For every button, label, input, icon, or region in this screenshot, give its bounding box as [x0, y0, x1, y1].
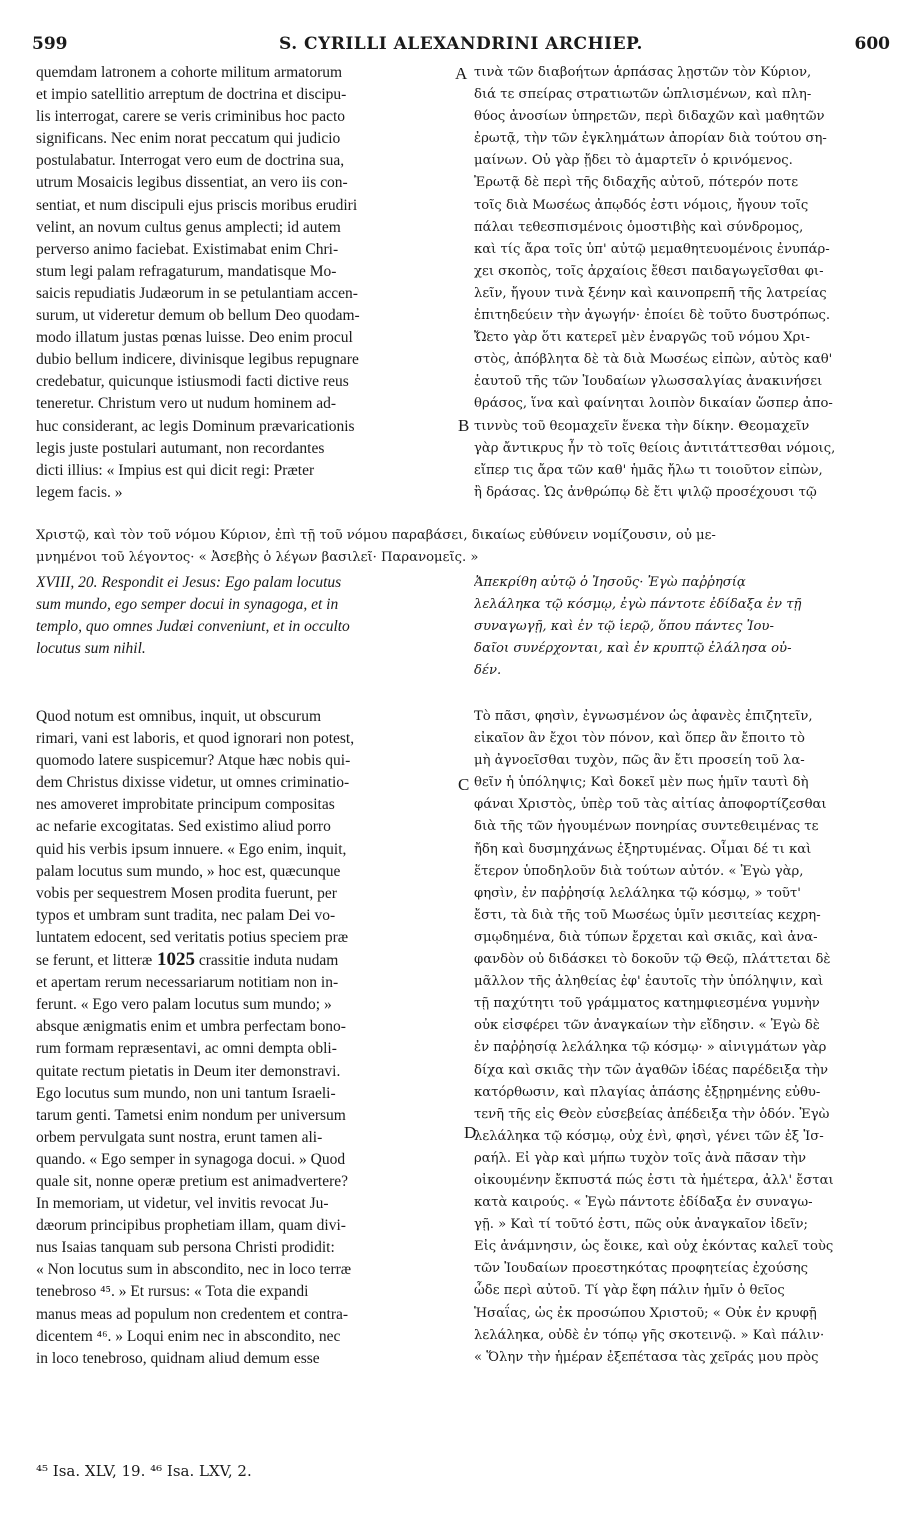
latin-line: significans. Nec enim norat peccatum qui judicio	[36, 130, 341, 148]
latin-line: Quod notum est omnibus, inquit, ut obscurum	[36, 708, 322, 725]
greek-line: φάναι Χριστὸς, ὑπὲρ τοῦ τὰς αἰτίας ἀποφορτίζεσθαι	[474, 797, 827, 813]
margin-marker-b: B	[458, 416, 470, 435]
latin-line: quemdam latronem a cohorte militum armatorum	[36, 64, 343, 81]
latin-line: credebatur, quicunque istiusmodi facti dictive reus	[36, 373, 349, 391]
greek-line: θράσος, ἵνα καὶ φαίνηται λοιπὸν δικαίαν ὥσπερ ἀπο-	[474, 396, 833, 412]
greek-line: διά τε σπείρας στρατιωτῶν ὡπλισμένων, καὶ πλη-	[474, 87, 812, 103]
latin-line: ac nefarie excogitatas. Sed existimo aliud porro	[36, 818, 331, 836]
greek-line: σμῳδημένα, διὰ τύπων ἔρχεται καὶ σκιᾶς, καὶ ἀνα-	[474, 929, 818, 945]
latin-line: stum legi palam refragaturum, mandatisque Mo-	[36, 262, 337, 280]
latin-line: quomodo latere suspicemur? Atque hæc nobis qui-	[36, 752, 351, 770]
latin-line: quitate rectum pietatis in Deum iter demonstravi.	[36, 1062, 341, 1080]
latin-column-main	[36, 706, 452, 1370]
latin-line: in loco tenebroso, quidnam aliud demum esse	[36, 1349, 320, 1367]
greek-column-main	[474, 706, 890, 1369]
greek-line: Ἐρωτᾷ δὲ περὶ τῆς διδαχῆς αὐτοῦ, πότερόν ποτε	[474, 175, 799, 191]
greek-line: ραήλ. Εἰ γὰρ καὶ μήπω τυχὸν τοῖς ἀνὰ πᾶσαν τὴν	[474, 1150, 806, 1166]
latin-column-top	[36, 62, 452, 504]
greek-line: διὰ τῆς τῶν ἡγουμένων πονηρίας συντεθειμένας τε	[474, 819, 819, 835]
latin-line: et impio satellitio arreptum de doctrina et discipu-	[36, 86, 347, 104]
latin-lemma	[36, 572, 452, 660]
page-header	[32, 34, 890, 60]
latin-line: velint, an novum cultus genus amplecti; id autem	[36, 218, 341, 236]
footnotes: ⁴⁵ Isa. XLV, 19. ⁴⁶ Isa. LXV, 2.	[36, 1462, 252, 1480]
greek-line: μνημένοι τοῦ λέγοντος· « Ἀσεβὴς ὁ λέγων βασιλεῖ· Παρανομεῖς. »	[36, 550, 479, 566]
greek-line: μὴ ἀγνοεῖσθαι τυχὸν, πῶς ἂν ἔτι προσείη τοῦ λα-	[474, 753, 805, 769]
latin-line: tenebroso ⁴⁵. » Et rursus: « Tota die expandi	[36, 1283, 309, 1301]
latin-line	[36, 949, 452, 972]
latin-line: dæorum principibus prophetiam illam, quam divi-	[36, 1217, 346, 1235]
greek-lemma-line: συναγωγῇ, καὶ ἐν τῷ ἱερῷ, ὅπου πάντες Ἰου-	[474, 619, 774, 635]
greek-line: Ἡσαΐας, ὡς ἐκ προσώπου Χριστοῦ; « Οὐκ ἐν κρυφῇ	[474, 1305, 817, 1321]
latin-line: legem facis. »	[36, 483, 123, 501]
latin-line: lis interrogat, carere se veris criminibus hoc pacto	[36, 108, 346, 126]
greek-lemma-line: λελάληκα τῷ κόσμῳ, ἐγὼ πάντοτε ἐδίδαξα ἐν τῇ	[474, 597, 802, 613]
greek-line: λεῖν, ἤγουν τινὰ ξένην καὶ καινοπρεπῆ τῆς λατρείας	[474, 285, 827, 301]
latin-line: orbem pervulgata sunt nostra, erunt tamen ali-	[36, 1128, 323, 1146]
greek-fullwidth	[36, 525, 890, 569]
greek-line: τιννὺς τοῦ θεομαχεῖν ἕνεκα τὴν δίκην. Θεομαχεῖν	[474, 418, 810, 434]
latin-line: nes amoveret improbitate principum compositas	[36, 796, 335, 814]
latin-line: Ego locutus sum mundo, non uni tantum Israeli-	[36, 1084, 336, 1102]
greek-line: φανδὸν οὐ διδάσκει τὸ δοκοῦν τῷ Θεῷ, πλάττεται δὲ	[474, 952, 831, 968]
greek-line: θεῖν ἡ ὑπόληψις; Καὶ δοκεῖ μὲν πως ἡμῖν ταυτὶ δὴ	[474, 775, 809, 791]
text-run: se ferunt, et litteræ	[36, 952, 153, 970]
greek-line: τῶν Ἰουδαίων προεστηκότας προφητείας ἐχούσης	[474, 1261, 809, 1277]
greek-line: ἐπιτηδεύειν τὴν ἀγωγήν· ἐποίει δὲ τοῦτο δυστρόπως.	[474, 308, 831, 324]
running-title: S. CYRILLI ALEXANDRINI ARCHIEP.	[279, 34, 643, 54]
latin-line: rimari, vani est laboris, et quod ignorari non potest,	[36, 730, 355, 748]
latin-line: manus meas ad populum non credentem et contra-	[36, 1305, 349, 1323]
latin-line: dem Christus dixisse videtur, ut omnes criminatio-	[36, 774, 350, 792]
greek-line: εἴπερ τις ἄρα τῶν καθ' ἡμᾶς ἤλω τι τοιοῦτον εἰπὼν,	[474, 462, 823, 478]
latin-line: quale sit, nonne operæ pretium est animadvertere?	[36, 1172, 349, 1190]
greek-lemma	[474, 572, 890, 682]
latin-line: saicis repudiatis Judæorum in se petulantiam accen-	[36, 284, 358, 302]
latin-line: et apertam rerum necessariarum notitiam non in-	[36, 974, 339, 992]
greek-line: ἤδη καὶ δυσμηχάνως ἐξηρτυμένας. Οἶμαι δέ τι καὶ	[474, 841, 812, 857]
latin-line: In memoriam, ut videtur, vel invitis revocat Ju-	[36, 1195, 329, 1213]
greek-line: τοῖς διὰ Μωσέως ἀπῳδός ἐστι νόμοις, ἤγουν τοῖς	[474, 197, 809, 213]
latin-line: typos et umbram sunt tradita, nec palam Dei vo-	[36, 906, 336, 924]
latin-line: « Non locutus sum in abscondito, nec in loco terræ	[36, 1261, 352, 1279]
greek-line: λελάληκα τῷ κόσμῳ, οὐχ ἑνὶ, φησὶ, γένει τῶν ἐξ Ἰσ-	[474, 1128, 824, 1144]
greek-line: θύος ἀνοσίων ὑπηρετῶν, περὶ διδαχῶν καὶ μαθητῶν	[474, 109, 825, 125]
greek-line: τινὰ τῶν διαβοήτων ἁρπάσας λῃστῶν τὸν Κύριον,	[474, 65, 812, 80]
greek-line: οὐκ εἰσφέρει τῶν ἀναγκαίων τὴν εἴδησιν. « Ἐγὼ δὲ	[474, 1018, 820, 1034]
latin-line: rum formam repræsentavi, ac omni dempta obli-	[36, 1040, 337, 1058]
greek-line: στὸς, ἀπόβλητα δὲ τὰ διὰ Μωσέως εἰπὼν, αὐτὸς καθ'	[474, 352, 833, 368]
greek-line: καὶ τίς ἄρα τοῖς ὑπ' αὐτῷ μεμαθητευομένοις ἐνυπάρ-	[474, 241, 830, 257]
margin-marker-a: A	[455, 64, 468, 83]
latin-line: dubio bellum indicere, divinisque legibus repugnare	[36, 351, 359, 369]
greek-line: γὰρ ἄντικρυς ἦν τὸ τοῖς θείοις ἀντιτάττεσθαι νόμοις,	[474, 440, 836, 456]
greek-line: ὧδε περὶ αὐτοῦ. Τί γὰρ ἔφη πάλιν ἡμῖν ὁ θεῖος	[474, 1283, 785, 1299]
latin-lemma-line: sum mundo, ego semper docui in synagoga, et in	[36, 596, 339, 614]
latin-line: huc considerant, ac legis Dominum prævaricationis	[36, 417, 355, 435]
greek-lemma-line: δαῖοι συνέρχονται, καὶ ἐν κρυπτῷ ἐλάλησα οὐ-	[474, 641, 792, 657]
page-number-left: 599	[32, 34, 68, 54]
greek-line: ἔστι, τὰ διὰ τῆς τοῦ Μωσέως ὑμῖν μεσιτείας κεχρη-	[474, 907, 821, 923]
greek-line: Χριστῷ, καὶ τὸν τοῦ νόμου Κύριον, ἐπὶ τῇ τοῦ νόμου παραβάσει, δικαίως εὐθύνειν νομίζουσιν, οὐ με-	[36, 528, 716, 543]
latin-line: ferunt. « Ego vero palam locutus sum mundo; »	[36, 996, 332, 1014]
latin-lemma-line: templo, quo omnes Judæi conveniunt, et in occulto	[36, 618, 350, 636]
margin-marker-d: D	[464, 1123, 477, 1142]
greek-line: Εἰς ἀνάμνησιν, ὡς ἔοικε, καὶ οὐχ ἑκόντας καλεῖ τοὺς	[474, 1239, 834, 1255]
latin-line: utrum Mosaicis legibus dissentiat, an vero iis con-	[36, 174, 348, 192]
greek-line: ἢ δράσας. Ὡς ἀνθρώπῳ δὲ ἔτι ψιλῷ προσέχουσι τῷ	[474, 484, 817, 500]
greek-column-top	[474, 62, 890, 504]
greek-line: φησὶν, ἐν παῤῥησίᾳ λελάληκα τῷ κόσμῳ, » τοῦτ'	[474, 885, 801, 901]
greek-line: εἰκαῖον ἂν ἔχοι τὸν πόνον, καὶ ὅπερ ἂν ἔποιτο τὸ	[474, 731, 805, 747]
latin-line: perverso animo faciebat. Existimabat enim Chri-	[36, 240, 339, 258]
greek-line: μαίνων. Οὐ γὰρ ᾔδει τὸ ἁμαρτεῖν ὁ κρινόμενος.	[474, 153, 793, 169]
latin-line: legis juste postulari autumant, non recordantes	[36, 439, 325, 457]
latin-line: absque ænigmatis enim et umbra perfectam bono-	[36, 1018, 346, 1036]
latin-line: surum, ut videretur demum ob bellum Deo quodam-	[36, 307, 360, 325]
greek-line: « Ὅλην τὴν ἡμέραν ἐξεπέτασα τὰς χεῖράς μου πρὸς	[474, 1349, 819, 1365]
latin-line: modo illatum justas pœnas luisse. Deo enim procul	[36, 329, 353, 347]
latin-line: vobis per sequestrem Mosen prodita fuerunt, per	[36, 884, 337, 902]
greek-line: γῇ. » Καὶ τί τοῦτό ἐστι, πῶς οὐκ ἀναγκαῖον ἰδεῖν;	[474, 1217, 808, 1233]
greek-line: κατὰ καιρούς. « Ἐγὼ πάντοτε ἐδίδαξα ἐν συναγω-	[474, 1195, 813, 1211]
latin-line: luntatem edocent, sed veritatis potius speciem præ	[36, 928, 349, 946]
greek-line: τῇ παχύτητι τοῦ γράμματος κατημφιεσμένα γυμνὴν	[474, 996, 820, 1012]
greek-line: Τὸ πᾶσι, φησὶν, ἐγνωσμένον ὡς ἀφανὲς ἐπιζητεῖν,	[474, 709, 813, 724]
latin-line: tarum genti. Tametsi enim nondum per universum	[36, 1106, 346, 1124]
greek-line: πάλαι τεθεσπισμένοις ὁμοστιβὴς καὶ σύνδρομος,	[474, 219, 804, 235]
latin-lemma-line: XVIII, 20. Respondit ei Jesus: Ego palam locutus	[36, 574, 342, 591]
text-run: crassitie induta nudam	[194, 952, 339, 970]
page-number-right: 600	[854, 34, 890, 54]
latin-line: dicti illius: « Impius est qui dicit regi: Præter	[36, 461, 315, 479]
latin-line: sentiat, et num discipuli ejus priscis moribus erudiri	[36, 196, 358, 214]
greek-line: λελάληκα, οὐδὲ ἐν τόπῳ γῆς σκοτεινῷ. » Καὶ πάλιν·	[474, 1327, 825, 1343]
greek-line: δίχα καὶ σκιᾶς τὴν τῶν ἀγαθῶν ἰδέας παρέδειξα τὴν	[474, 1062, 828, 1078]
latin-line: nus Isaias tanquam sub persona Christi prodidit:	[36, 1239, 335, 1257]
column-number: 1025	[152, 949, 195, 971]
greek-line: ἕτερον ὑποδηλοῦν διὰ τούτων αὐτόν. « Ἐγὼ γὰρ,	[474, 863, 804, 879]
greek-line: ἑαυτοῦ τῆς τῶν Ἰουδαίων γλωσσαλγίας ἀνακινήσει	[474, 374, 823, 390]
latin-line: quando. « Ego semper in synagoga docui. » Quod	[36, 1150, 346, 1168]
greek-line: μᾶλλον τῆς ἀληθείας ἐφ' ἑαυτοῖς τὴν ὑπόληψιν, καὶ	[474, 974, 824, 990]
greek-line: ἐν παῤῥησίᾳ λελάληκα τῷ κόσμῳ· » αἰνιγμάτων γὰρ	[474, 1040, 827, 1056]
greek-line: χει σκοπὸς, τοῖς ἀρχαίοις ἔθεσι παιδαγωγεῖσθαι φι-	[474, 263, 824, 279]
latin-line: dicentem ⁴⁶. » Loqui enim nec in abscondito, nec	[36, 1327, 341, 1345]
latin-line: palam locutus sum mundo, » hoc est, quæcunque	[36, 862, 341, 880]
margin-marker-c: C	[458, 775, 470, 794]
latin-lemma-line: locutus sum nihil.	[36, 640, 146, 658]
greek-line: τενῆ τῆς εἰς Θεὸν εὐσεβείας ἀπέδειξα τὴν ὁδόν. Ἐγὼ	[474, 1106, 830, 1122]
latin-line: teneretur. Christum vero ut nudum hominem ad-	[36, 395, 337, 413]
greek-lemma-line: Ἀπεκρίθη αὐτῷ ὁ Ἰησοῦς· Ἐγὼ παῤῥησίᾳ	[474, 575, 746, 590]
greek-line: κατόρθωσιν, καὶ πλαγίας ἁπάσης ἐξῃρημένης εὐθυ-	[474, 1084, 821, 1100]
greek-lemma-line: δέν.	[474, 663, 502, 679]
latin-line: quid his verbis ipsum innuere. « Ego enim, inquit,	[36, 840, 347, 858]
greek-line: ἐρωτᾷ, τὴν τῶν ἐγκλημάτων ἀπορίαν διὰ τούτου ση-	[474, 131, 827, 147]
greek-line: Ὤετο γὰρ ὅτι κατερεῖ μὲν ἐναργῶς τοῦ νόμου Χρι-	[474, 330, 810, 346]
latin-line: postulabatur. Interrogat vero eum de doctrina sua,	[36, 152, 345, 170]
greek-line: οἰκουμένην ἔκπυστά πώς ἐστι τὰ ἡμέτερα, ἀλλ' ἔσται	[474, 1172, 834, 1188]
